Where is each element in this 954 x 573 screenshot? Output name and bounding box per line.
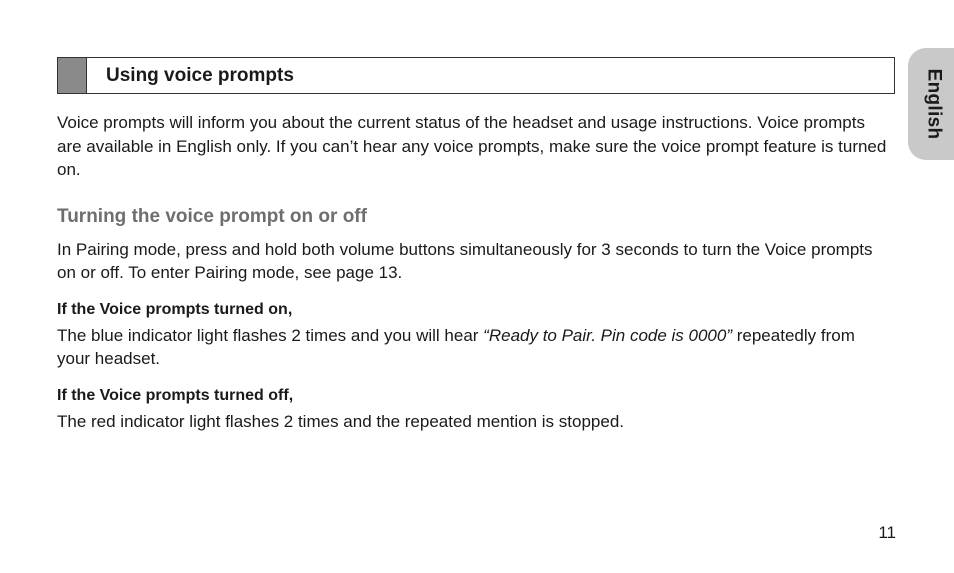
voice-on-text-after: repeatedly from your headset.	[57, 325, 855, 368]
voice-on-text-before: The blue indicator light flashes 2 times and you will hear	[57, 325, 484, 345]
voice-off-label: If the Voice prompts turned off,	[57, 386, 294, 404]
language-tab-label: English	[923, 68, 944, 140]
voice-on-text	[57, 324, 887, 371]
subsection-heading: Turning the voice prompt on or off	[57, 205, 367, 227]
section-title: Using voice prompts	[106, 64, 294, 86]
voice-off-text: The red indicator light flashes 2 times and the repeated mention is stopped.	[57, 411, 625, 431]
section-marker	[58, 58, 87, 93]
voice-on-label: If the Voice prompts turned on,	[57, 300, 293, 318]
page-content	[57, 111, 887, 447]
voice-on-quote: “Ready to Pair. Pin code is 0000”	[483, 325, 733, 345]
section-header	[57, 57, 895, 94]
subsection-body: In Pairing mode, press and hold both volume buttons simultaneously for 3 seconds to turn the Voice prompts on or off. To enter Pairing mode, see page 13.	[57, 239, 873, 282]
intro-paragraph: Voice prompts will inform you about the current status of the headset and usage instructions. Voice prompts are available in English only. If you can’t hear any voice prompts, make sure the voice prompt feature is turned on.	[57, 113, 887, 179]
page-number: 11	[878, 523, 896, 542]
language-tab	[908, 48, 954, 160]
